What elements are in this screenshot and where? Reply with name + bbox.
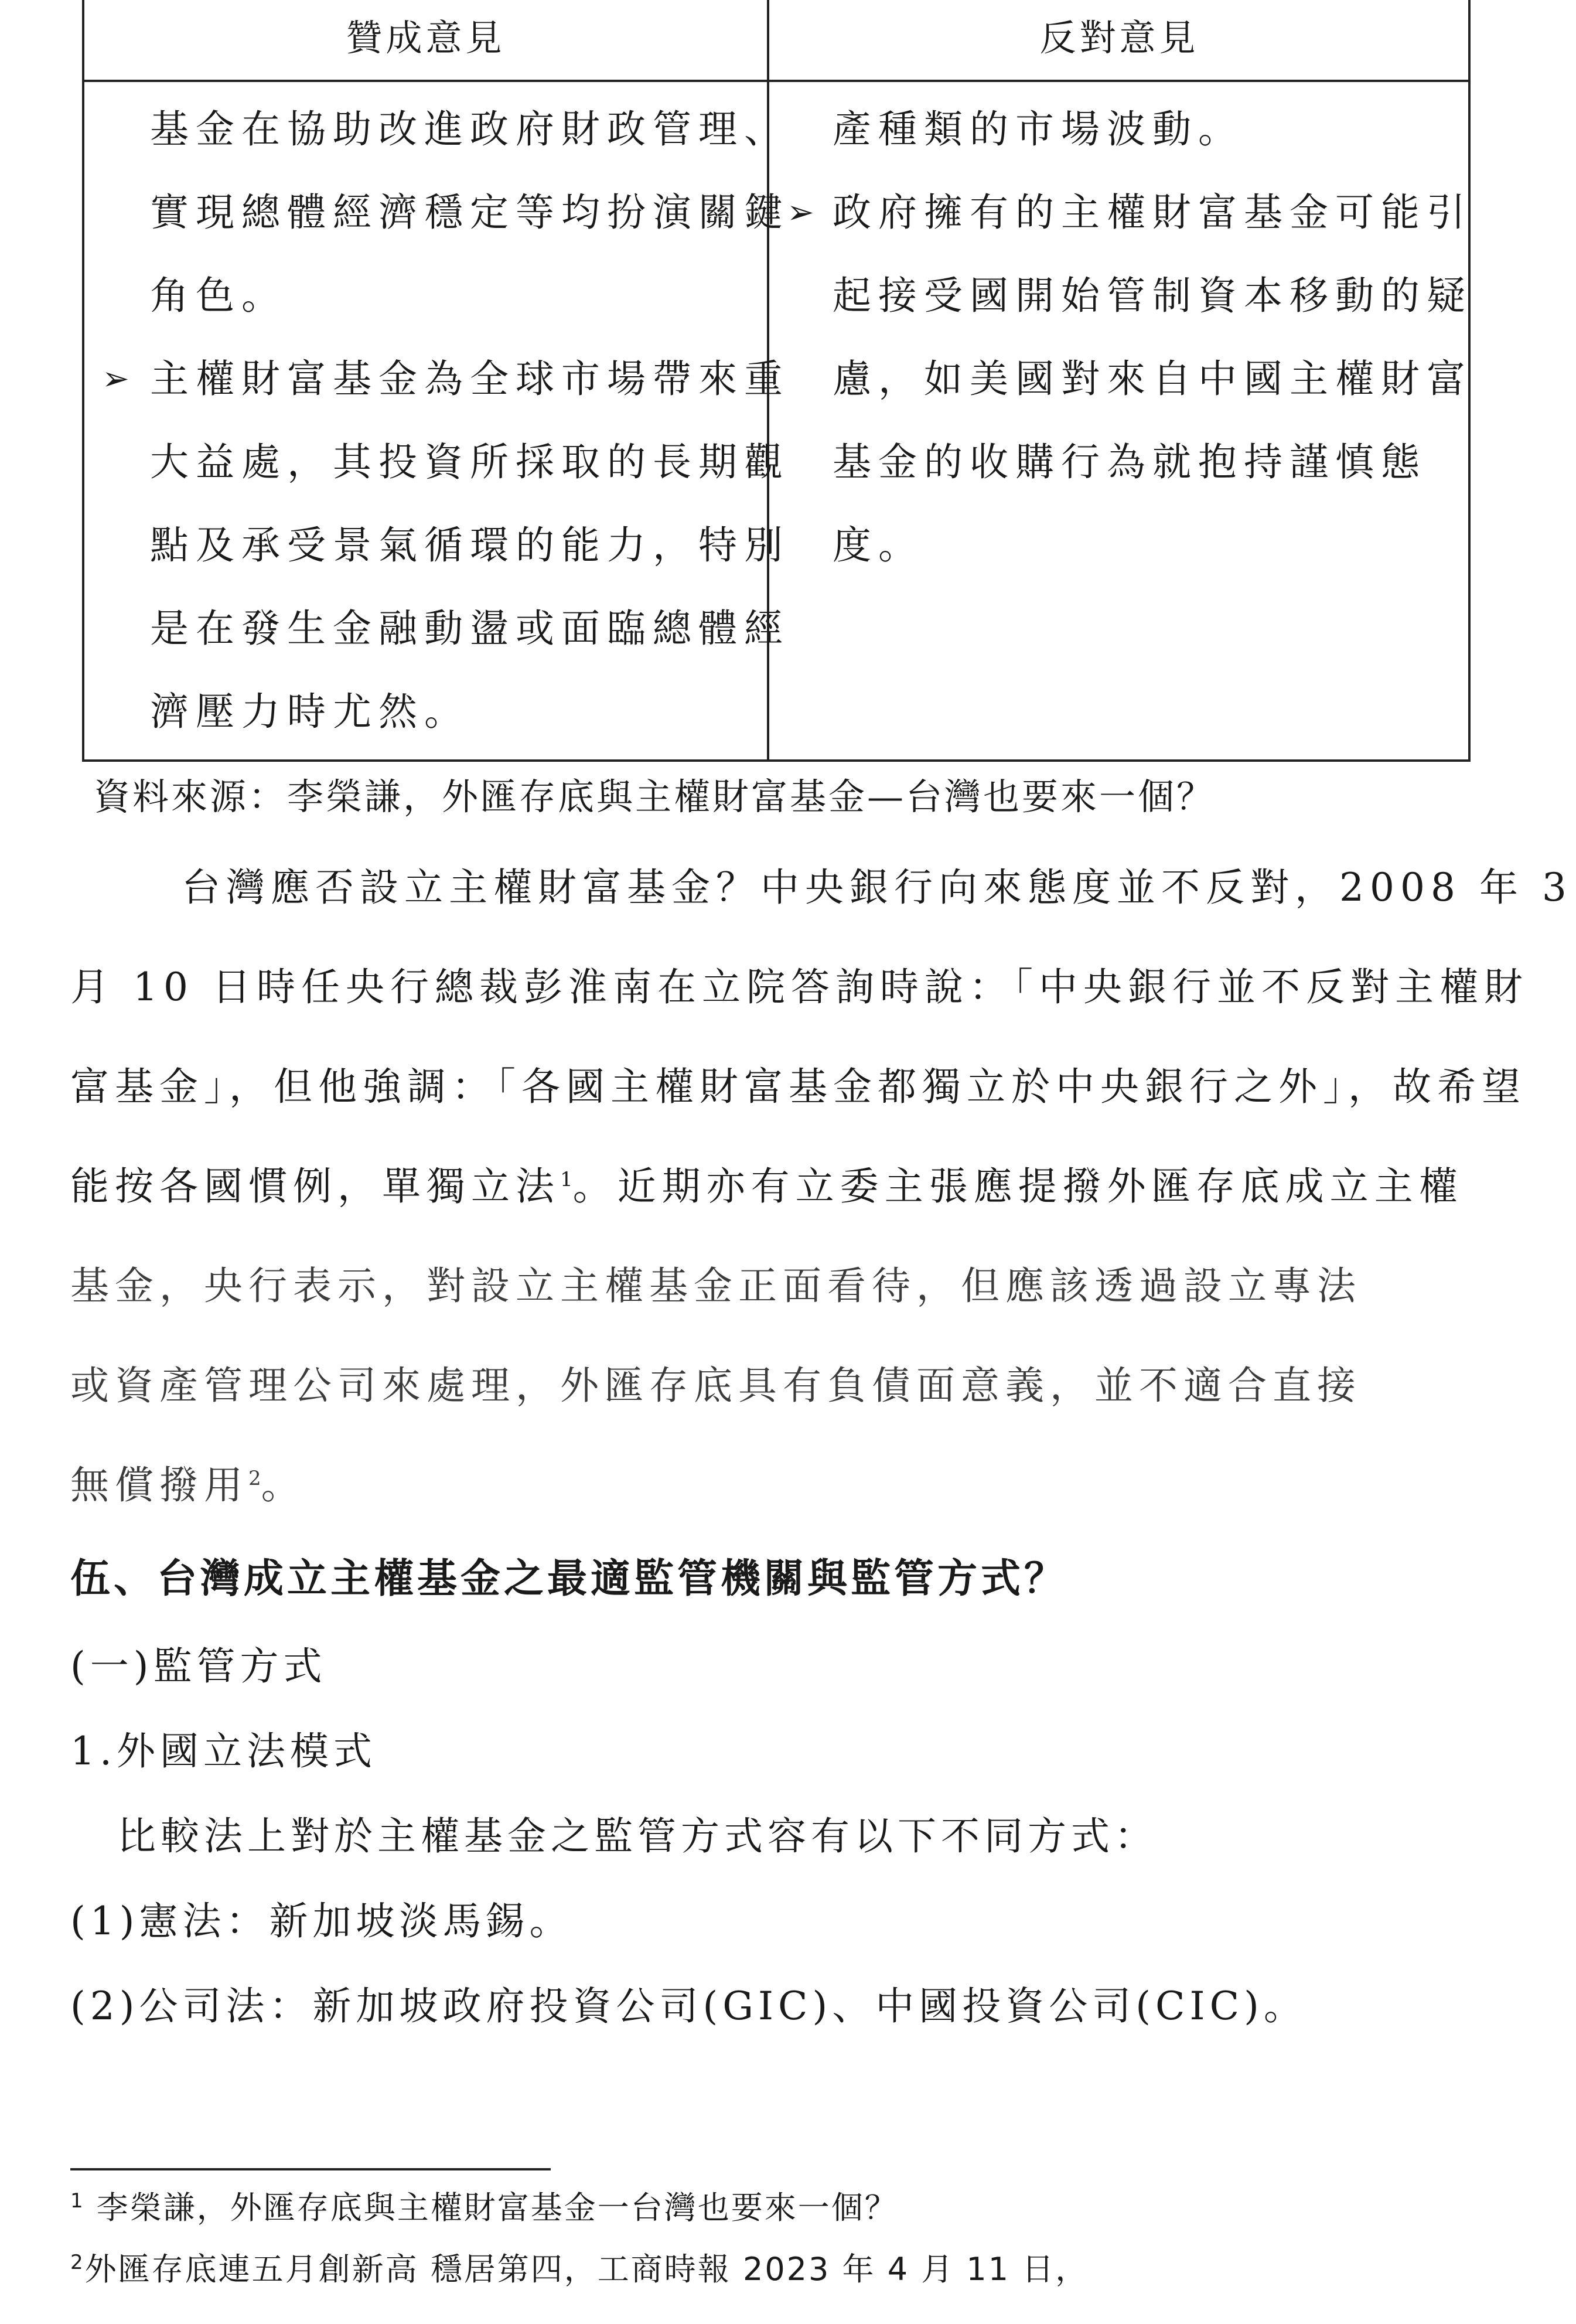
footnote-ref-2[interactable]: 2 — [248, 1467, 261, 1490]
footnote-number: 1 — [70, 2189, 85, 2213]
list-item-constitution: (1)憲法：新加坡淡馬錫。 — [70, 1899, 573, 1944]
section-heading: 伍、台灣成立主權基金之最適監管機關與監管方式？ — [70, 1555, 1068, 1602]
con-cell — [769, 82, 1472, 587]
pro-line — [150, 254, 749, 338]
con-line — [787, 421, 1446, 504]
paragraph-text: 。 — [261, 1463, 306, 1508]
paragraph-line: 台灣應否設立主權財富基金？中央銀行向來態度並不反對，2008 年 3 — [182, 865, 1572, 910]
pro-line — [150, 587, 790, 670]
pro-text: 點及承受景氣循環的能力，特別 — [150, 523, 790, 568]
header-con: 反對意見 — [1039, 16, 1199, 59]
con-line — [787, 254, 1472, 338]
pro-cell — [84, 82, 790, 754]
paragraph-line: 富基金」，但他強調：「各國主權財富基金都獨立於中央銀行之外」，故希望 — [70, 1064, 1526, 1109]
footnote-text: 李榮謙，外匯存底與主權財富基金一台灣也要來一個？ — [84, 2189, 898, 2226]
table-header-row — [84, 0, 1468, 82]
pro-text: 大益處，其投資所採取的長期觀 — [150, 439, 790, 485]
body-paragraph — [70, 844, 1572, 1541]
paragraph-line: 基金，央行表示，對設立主權基金正面看待，但應該透過設立專法 — [70, 1263, 1362, 1308]
pro-text: 角色。 — [150, 273, 287, 318]
pro-line — [102, 338, 790, 421]
pro-text: 基金在協助改進政府財政管理、 — [150, 107, 790, 152]
pro-line — [150, 171, 790, 254]
pro-text: 濟壓力時尤然。 — [150, 689, 470, 734]
con-text: 起接受國開始管制資本移動的疑 — [833, 273, 1472, 318]
comparison-table — [82, 0, 1471, 762]
footnote-text: 外匯存底連五月創新高 穩居第四，工商時報 2023 年 4 月 11 日， — [84, 2251, 1089, 2288]
con-line — [787, 88, 1446, 171]
pro-line — [150, 421, 790, 504]
pro-text: 實現總體經濟穩定等均扮演關鍵 — [150, 190, 790, 235]
paragraph-line: 月 10 日時任央行總裁彭淮南在立院答詢時說：「中央銀行並不反對主權財 — [70, 965, 1529, 1010]
pro-text: 主權財富基金為全球市場帶來重 — [150, 356, 790, 401]
paragraph-line: 或資產管理公司來處理，外匯存底具有負債面意義，並不適合直接 — [70, 1363, 1362, 1408]
footnote-1 — [70, 2183, 898, 2228]
con-line — [787, 171, 1472, 254]
paragraph-text: 。近期亦有立委主張應提撥外匯存底成立主權 — [572, 1164, 1464, 1209]
subheading-supervision-method: (一)監管方式 — [70, 1644, 327, 1689]
paragraph-line — [70, 1442, 1535, 1541]
con-text: 慮，如美國對來自中國主權財富 — [833, 356, 1472, 401]
con-text: 政府擁有的主權財富基金可能引 — [833, 190, 1472, 235]
con-text: 基金的收購行為就抱持謹慎態 — [833, 439, 1427, 485]
subheading-foreign-legislation: 1.外國立法模式 — [70, 1729, 377, 1774]
arrow-bullet-icon: ➢ — [102, 360, 129, 398]
paragraph-text: 無償撥用 — [70, 1463, 248, 1508]
footnote-2 — [70, 2244, 1089, 2289]
pro-line — [150, 670, 749, 754]
list-item-company-law: (2)公司法：新加坡政府投資公司(GIC)、中國投資公司(CIC)。 — [70, 1984, 1307, 2029]
con-text: 度。 — [833, 523, 924, 568]
footnote-ref-1[interactable]: 1 — [560, 1168, 573, 1191]
arrow-bullet-icon: ➢ — [787, 193, 814, 231]
con-text: 產種類的市場波動。 — [833, 107, 1244, 152]
header-pro: 贊成意見 — [346, 16, 506, 59]
footnote-divider — [70, 2168, 551, 2170]
footnote-number: 2 — [70, 2251, 85, 2274]
pro-line — [150, 504, 790, 587]
table-source: 資料來源：李榮謙，外匯存底與主權財富基金—台灣也要來一個？ — [94, 775, 1216, 818]
paragraph-line — [70, 1143, 1535, 1242]
paragraph-text: 能按各國慣例，單獨立法 — [70, 1164, 560, 1209]
pro-line — [150, 88, 790, 171]
pro-text: 是在發生金融動盪或面臨總體經 — [150, 606, 790, 651]
con-line — [787, 504, 1446, 587]
intro-text: 比較法上對於主權基金之監管方式容有以下不同方式： — [117, 1814, 1158, 1859]
con-line — [787, 338, 1472, 421]
